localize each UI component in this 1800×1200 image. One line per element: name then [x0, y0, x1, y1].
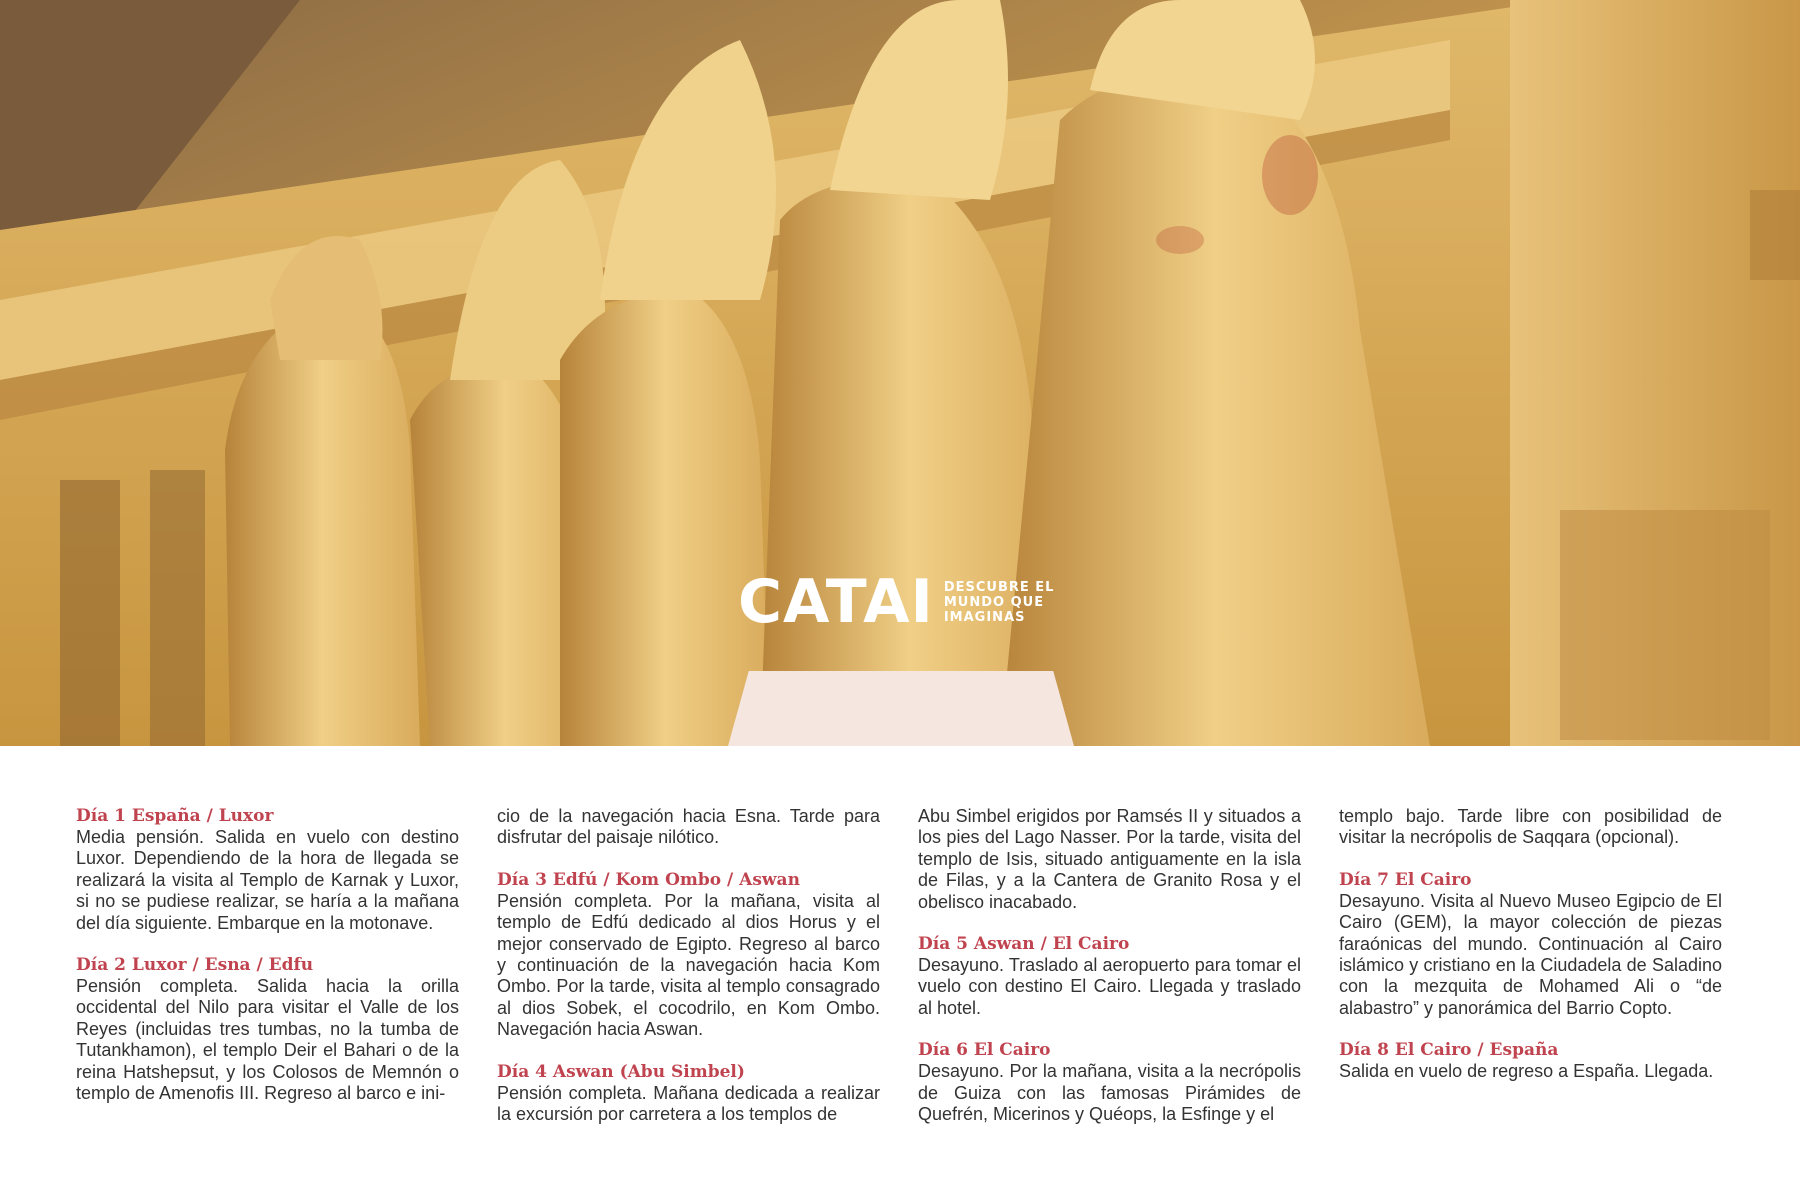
day-description: Pensión completa. Mañana dedicada a realizar la excursión por carretera a los templos de: [497, 1082, 880, 1125]
tagline-line: DESCUBRE EL: [943, 579, 1055, 595]
itinerary-day: [918, 934, 1301, 1019]
day-title: Día 1 España / Luxor: [76, 806, 274, 826]
continued-text: templo bajo. Tarde libre con posibilidad de visitar la necrópolis de Saqqara (opcional).: [1339, 806, 1722, 848]
brand-name: CATAI: [738, 567, 934, 637]
day-title: Día 3 Edfú / Kom Ombo / Aswan: [497, 869, 800, 890]
itinerary-column-3: [918, 806, 1301, 1146]
day-description: Pensión completa. Por la mañana, visita al templo de Edfú dedicado al dios Horus y el mejor conservado de Egipto. Regreso al barco y continuación de la navegación hacia Kom Ombo. Por la tarde, visita al templo consagrado al dios Sobek, el cocodrilo, en Kom Ombo. Navegación hacia Aswan.: [497, 890, 880, 1040]
itinerary-column-2: [497, 806, 880, 1146]
day-title: Día 6 El Cairo: [918, 1040, 1051, 1061]
day-description: Media pensión. Salida en vuelo con destino Luxor. Dependiendo de la hora de llegada se realizará la visita al Templo de Karnak y Luxor, si no se pudiese realizar, se haría a la mañana del día siguiente. Embarque en la motonave.: [76, 827, 459, 933]
itinerary-day: [76, 955, 459, 1104]
catai-logo: [738, 567, 1055, 637]
day-description: Pensión completa. Salida hacia la orilla occidental del Nilo para visitar el Valle de los Reyes (incluidas tres tumbas, no la tumba de Tutankhamon), el templo Deir el Bahari o de la reina Hatshepsut, y los Colosos de Memnón o templo de Amenofis III. Regreso al barco e ini-: [76, 976, 459, 1104]
tagline-line: IMAGINAS: [943, 609, 1026, 625]
continued-text: Abu Simbel erigidos por Ramsés II y situados a los pies del Lago Nasser. Por la tarde, visita del templo de Isis, situado antiguamente en la isla de Filas, y a la Cantera de Granito Rosa y el obelisco inacabado.: [918, 806, 1301, 912]
day-title: Día 2 Luxor / Esna / Edfu: [76, 955, 314, 976]
day-title: Día 4 Aswan (Abu Simbel): [497, 1061, 745, 1082]
itinerary-day: [497, 1062, 880, 1126]
decorative-tab: [728, 671, 1074, 746]
itinerary: [76, 806, 1726, 1146]
day-description: Desayuno. Traslado al aeropuerto para tomar el vuelo con destino El Cairo. Llegada y traslado al hotel.: [918, 955, 1301, 1018]
itinerary-column-4: [1339, 806, 1722, 1146]
continued-text: cio de la navegación hacia Esna. Tarde para disfrutar del paisaje nilótico.: [497, 806, 880, 848]
day-title: Día 5 Aswan / El Cairo: [918, 934, 1130, 955]
itinerary-day: [1339, 1040, 1722, 1082]
day-description: Salida en vuelo de regreso a España. Llegada.: [1339, 1061, 1714, 1082]
brand-tagline: [944, 580, 1055, 625]
day-description: Desayuno. Visita al Nuevo Museo Egipcio de El Cairo (GEM), la mayor colección de piezas faraónicas del mundo. Continuación al Cairo islámico y cristiano en la Ciudadela de Saladino con la mezquita de Mohamed Ali o “de alabastro” y panorámica del Barrio Copto.: [1339, 890, 1722, 1018]
itinerary-column-1: [76, 806, 459, 1146]
day-title: Día 8 El Cairo / España: [1339, 1040, 1559, 1061]
itinerary-day: [918, 1040, 1301, 1125]
day-title: Día 7 El Cairo: [1339, 869, 1472, 890]
tagline-line: MUNDO QUE: [943, 594, 1045, 610]
day-description: Desayuno. Por la mañana, visita a la necrópolis de Guiza con las famosas Pirámides de Quefrén, Micerinos y Quéops, la Esfinge y el: [918, 1061, 1301, 1125]
itinerary-day: [497, 870, 880, 1041]
itinerary-day: [76, 806, 459, 934]
itinerary-day: [1339, 870, 1722, 1019]
